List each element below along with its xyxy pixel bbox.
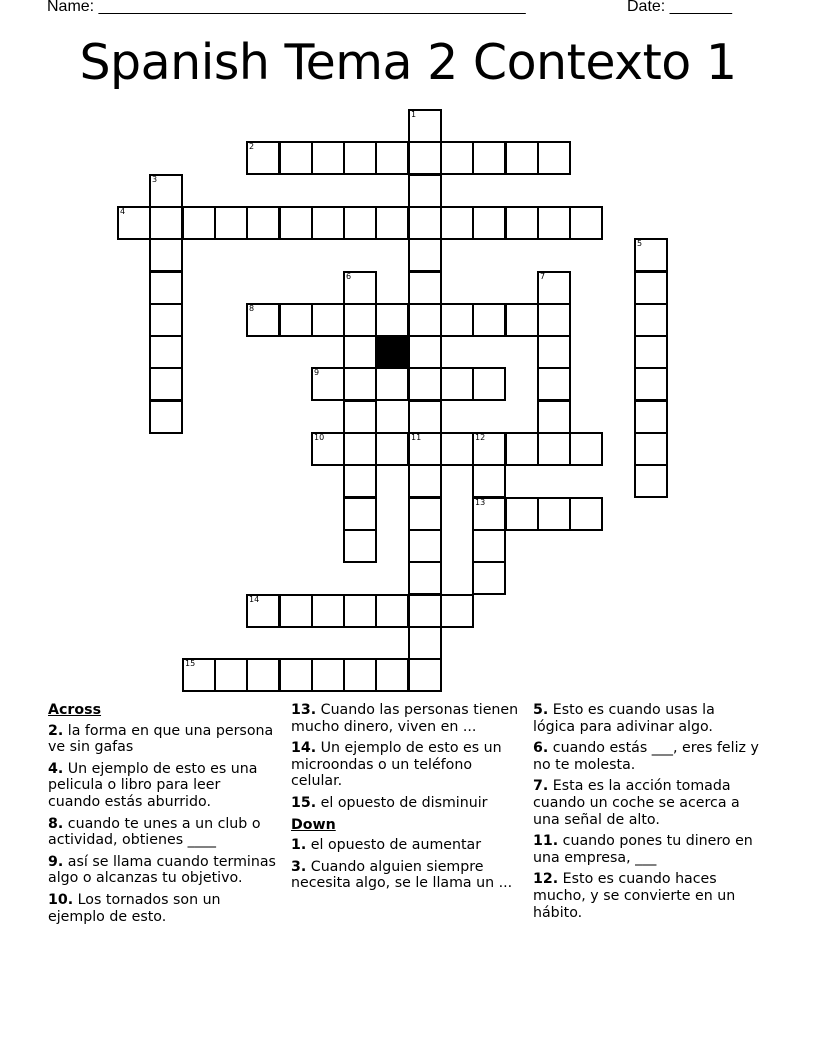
grid-block xyxy=(375,335,409,369)
clue-down-1: 1. el opuesto de aumentar xyxy=(291,837,482,854)
grid-cell[interactable] xyxy=(311,594,345,628)
clue-across-10: 10. Los tornados son un ejemplo de esto. xyxy=(48,891,221,925)
grid-cell[interactable] xyxy=(343,497,377,531)
grid-cell[interactable] xyxy=(279,658,313,692)
grid-cell[interactable] xyxy=(537,303,571,337)
grid-cell[interactable] xyxy=(343,658,377,692)
grid-cell[interactable] xyxy=(472,367,506,401)
grid-cell[interactable] xyxy=(343,303,377,337)
cell-number: 4 xyxy=(120,207,126,216)
grid-cell[interactable] xyxy=(408,271,442,305)
cell-number: 8 xyxy=(249,304,255,313)
grid-cell[interactable] xyxy=(505,303,539,337)
grid-cell[interactable] xyxy=(537,432,571,466)
grid-cell[interactable] xyxy=(440,303,474,337)
grid-cell[interactable] xyxy=(634,303,668,337)
grid-cell[interactable] xyxy=(408,658,442,692)
grid-cell[interactable] xyxy=(408,594,442,628)
grid-cell[interactable] xyxy=(569,432,603,466)
date-field[interactable]: Date: _______ xyxy=(627,0,732,15)
grid-cell[interactable] xyxy=(343,594,377,628)
grid-cell[interactable] xyxy=(472,303,506,337)
cell-number: 6 xyxy=(346,272,352,281)
grid-cell[interactable] xyxy=(440,141,474,175)
grid-cell[interactable] xyxy=(375,141,409,175)
down-heading: Down xyxy=(291,816,336,833)
grid-cell[interactable] xyxy=(149,400,183,434)
cell-number: 11 xyxy=(411,433,422,442)
clue-down-5: 5. Esto es cuando usas la lógica para adivinar algo. xyxy=(533,702,715,735)
grid-cell[interactable] xyxy=(375,303,409,337)
grid-cell[interactable] xyxy=(472,206,506,240)
grid-cell[interactable] xyxy=(343,141,377,175)
grid-cell[interactable] xyxy=(375,594,409,628)
clues-column-3 xyxy=(533,702,761,926)
grid-cell[interactable] xyxy=(311,367,345,401)
grid-cell[interactable] xyxy=(634,432,668,466)
cell-number: 1 xyxy=(411,110,417,119)
grid-cell[interactable] xyxy=(634,335,668,369)
grid-cell[interactable] xyxy=(537,141,571,175)
grid-cell[interactable] xyxy=(182,658,216,692)
grid-cell[interactable] xyxy=(408,238,442,272)
grid-cell[interactable] xyxy=(311,432,345,466)
cell-number: 2 xyxy=(249,142,255,151)
grid-cell[interactable] xyxy=(149,271,183,305)
clue-across-8: 8. cuando te unes a un club o actividad, obtienes ____ xyxy=(48,815,261,849)
grid-cell[interactable] xyxy=(472,432,506,466)
clue-down-7: 7. Esta es la acción tomada cuando un coche se acerca a una señal de alto. xyxy=(533,778,740,828)
cell-number: 3 xyxy=(152,175,158,184)
grid-cell[interactable] xyxy=(182,206,216,240)
grid-cell[interactable] xyxy=(537,271,571,305)
grid-cell[interactable] xyxy=(408,367,442,401)
grid-cell[interactable] xyxy=(408,400,442,434)
grid-cell[interactable] xyxy=(472,561,506,595)
cell-number: 7 xyxy=(540,272,546,281)
grid-cell[interactable] xyxy=(472,529,506,563)
cell-number: 13 xyxy=(475,498,486,507)
clues-column-1 xyxy=(48,702,276,930)
cell-number: 10 xyxy=(314,433,325,442)
grid-cell[interactable] xyxy=(343,529,377,563)
grid-cell[interactable] xyxy=(634,464,668,498)
clues-column-2 xyxy=(291,702,519,897)
grid-cell[interactable] xyxy=(343,464,377,498)
across-heading: Across xyxy=(48,702,102,718)
clue-down-12: 12. Esto es cuando haces mucho, y se convierte en un hábito. xyxy=(533,871,736,921)
grid-cell[interactable] xyxy=(440,367,474,401)
grid-cell[interactable] xyxy=(343,206,377,240)
grid-cell[interactable] xyxy=(214,658,248,692)
grid-cell[interactable] xyxy=(505,432,539,466)
cell-number: 15 xyxy=(185,659,196,668)
grid-cell[interactable] xyxy=(634,400,668,434)
grid-cell[interactable] xyxy=(505,206,539,240)
grid-cell[interactable] xyxy=(246,594,280,628)
grid-cell[interactable] xyxy=(343,432,377,466)
grid-cell[interactable] xyxy=(246,206,280,240)
clue-across-13: 13. Cuando las personas tienen mucho dinero, viven en ... xyxy=(291,702,519,735)
clue-across-4: 4. Un ejemplo de esto es una pelicula o libro para leer cuando estás aburrido. xyxy=(48,760,258,810)
grid-cell[interactable] xyxy=(634,238,668,272)
grid-cell[interactable] xyxy=(634,367,668,401)
grid-cell[interactable] xyxy=(408,626,442,660)
cell-number: 5 xyxy=(637,239,643,248)
clue-across-9: 9. así se llama cuando terminas algo o alcanzas tu objetivo. xyxy=(48,853,276,887)
grid-cell[interactable] xyxy=(569,497,603,531)
grid-cell[interactable] xyxy=(279,303,313,337)
name-field[interactable]: Name: ________________________________________________ xyxy=(47,0,526,15)
grid-cell[interactable] xyxy=(117,206,151,240)
clue-down-6: 6. cuando estás ___, eres feliz y no te molesta. xyxy=(533,740,759,773)
grid-cell[interactable] xyxy=(440,594,474,628)
grid-cell[interactable] xyxy=(537,400,571,434)
grid-cell[interactable] xyxy=(311,141,345,175)
grid-cell[interactable] xyxy=(343,271,377,305)
grid-cell[interactable] xyxy=(149,206,183,240)
grid-cell[interactable] xyxy=(537,335,571,369)
grid-cell[interactable] xyxy=(311,206,345,240)
grid-cell[interactable] xyxy=(408,335,442,369)
grid-cell[interactable] xyxy=(537,367,571,401)
grid-cell[interactable] xyxy=(472,497,506,531)
grid-cell[interactable] xyxy=(569,206,603,240)
grid-cell[interactable] xyxy=(375,432,409,466)
grid-cell[interactable] xyxy=(343,400,377,434)
cell-number: 9 xyxy=(314,368,320,377)
grid-cell[interactable] xyxy=(408,432,442,466)
clue-across-15: 15. el opuesto de disminuir xyxy=(291,794,488,811)
grid-cell[interactable] xyxy=(440,432,474,466)
grid-cell[interactable] xyxy=(279,594,313,628)
grid-cell[interactable] xyxy=(149,367,183,401)
grid-cell[interactable] xyxy=(279,141,313,175)
cell-number: 14 xyxy=(249,595,260,604)
grid-cell[interactable] xyxy=(149,238,183,272)
grid-cell[interactable] xyxy=(408,109,442,143)
grid-cell[interactable] xyxy=(408,141,442,175)
grid-cell[interactable] xyxy=(537,497,571,531)
clue-down-11: 11. cuando pones tu dinero en una empresa, ___ xyxy=(533,833,753,866)
grid-cell[interactable] xyxy=(472,464,506,498)
grid-cell[interactable] xyxy=(149,335,183,369)
grid-cell[interactable] xyxy=(408,464,442,498)
grid-cell[interactable] xyxy=(634,271,668,305)
cell-number: 12 xyxy=(475,433,486,442)
grid-cell[interactable] xyxy=(214,206,248,240)
grid-cell[interactable] xyxy=(149,303,183,337)
grid-cell[interactable] xyxy=(408,529,442,563)
grid-cell[interactable] xyxy=(505,497,539,531)
grid-cell[interactable] xyxy=(440,206,474,240)
clue-down-3: 3. Cuando alguien siempre necesita algo, se le llama un ... xyxy=(291,858,513,892)
grid-cell[interactable] xyxy=(149,174,183,208)
grid-cell[interactable] xyxy=(505,141,539,175)
grid-cell[interactable] xyxy=(246,303,280,337)
grid-cell[interactable] xyxy=(408,174,442,208)
grid-cell[interactable] xyxy=(408,561,442,595)
puzzle-title: Spanish Tema 2 Contexto 1 xyxy=(79,34,737,91)
grid-cell[interactable] xyxy=(472,141,506,175)
grid-cell[interactable] xyxy=(375,206,409,240)
grid-cell[interactable] xyxy=(311,303,345,337)
grid-cell[interactable] xyxy=(279,206,313,240)
grid-cell[interactable] xyxy=(311,658,345,692)
clue-across-2: 2. la forma en que una persona ve sin gafas xyxy=(48,722,274,756)
grid-cell[interactable] xyxy=(246,658,280,692)
grid-cell[interactable] xyxy=(375,367,409,401)
grid-cell[interactable] xyxy=(343,367,377,401)
grid-cell[interactable] xyxy=(375,658,409,692)
grid-cell[interactable] xyxy=(343,335,377,369)
grid-cell[interactable] xyxy=(246,141,280,175)
clue-across-14: 14. Un ejemplo de esto es un microondas o un teléfono celular. xyxy=(291,740,502,790)
grid-cell[interactable] xyxy=(408,206,442,240)
grid-cell[interactable] xyxy=(408,303,442,337)
grid-cell[interactable] xyxy=(537,206,571,240)
grid-cell[interactable] xyxy=(408,497,442,531)
